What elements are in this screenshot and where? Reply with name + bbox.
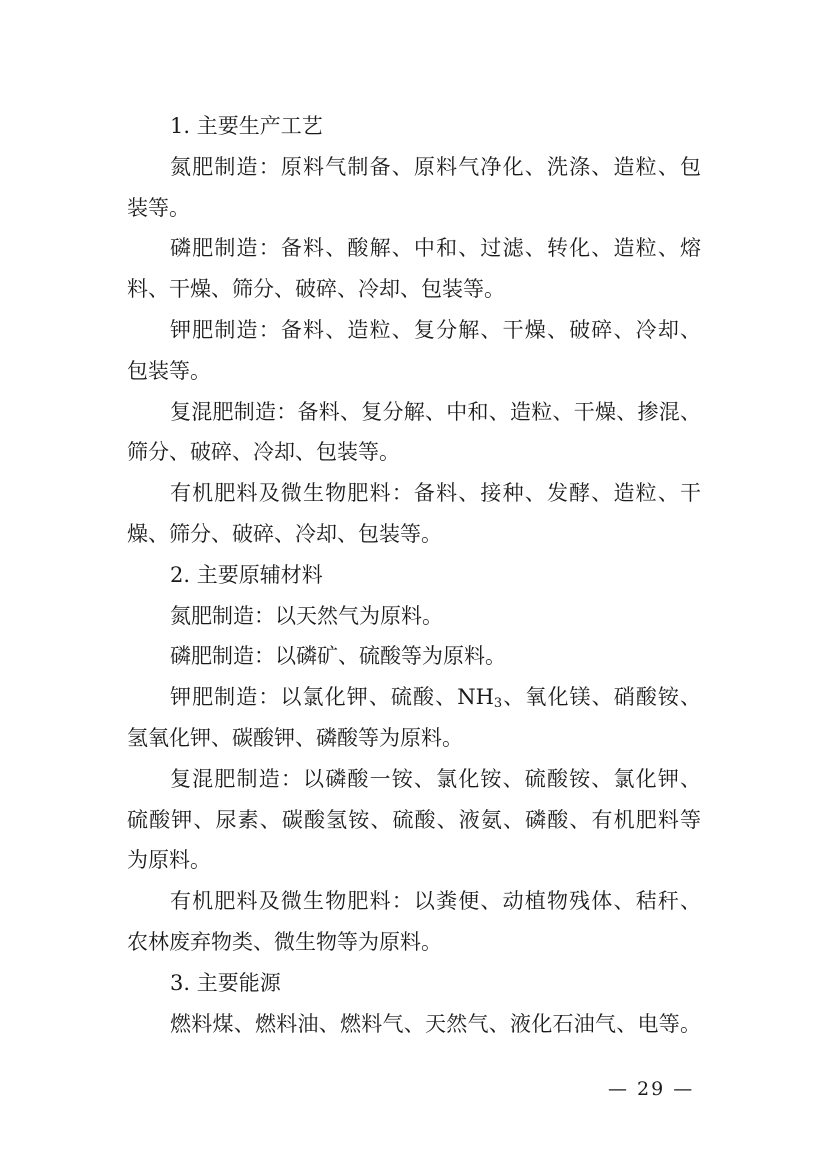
text-line-content: 硫酸钾、尿素、碳酸氢铵、硫酸、液氨、磷酸、有机肥料等 <box>127 807 701 832</box>
text-line-content: 磷肥制造：备料、酸解、中和、过滤、转化、造粒、熔 <box>170 236 701 261</box>
text-line-content: 3. 主要能源 <box>170 970 281 995</box>
text-line <box>127 310 701 351</box>
text-line <box>127 147 701 188</box>
text-line-content: 农林废弃物类、微生物等为原料。 <box>127 929 442 954</box>
text-line-content: 料、干燥、筛分、破碎、冷却、包装等。 <box>127 277 505 302</box>
text-line <box>127 840 701 881</box>
text-line <box>127 473 701 514</box>
text-line <box>127 718 701 759</box>
text-line <box>127 1004 701 1045</box>
text-line-content: 有机肥料及微生物肥料：以粪便、动植物残体、秸秆、 <box>170 889 701 914</box>
text-line <box>127 392 701 433</box>
text-line <box>127 555 701 596</box>
text-line-content: 燃料煤、燃料油、燃料气、天然气、液化石油气、电等。 <box>170 1011 701 1036</box>
text-line <box>127 800 701 841</box>
text-line-content: 装等。 <box>127 195 190 220</box>
document-body <box>127 106 701 1044</box>
text-line-content: 复混肥制造：以磷酸一铵、氯化铵、硫酸铵、氯化钾、 <box>170 766 701 791</box>
text-line <box>127 881 701 922</box>
text-line <box>127 636 701 677</box>
text-line-content: 氢氧化钾、碳酸钾、磷酸等为原料。 <box>127 725 463 750</box>
text-line <box>127 922 701 963</box>
text-line <box>127 106 701 147</box>
text-line-content: 筛分、破碎、冷却、包装等。 <box>127 440 400 465</box>
subscript: 3 <box>493 696 503 712</box>
text-line-content: 钾肥制造：备料、造粒、复分解、干燥、破碎、冷却、 <box>170 317 701 342</box>
text-line-content: 有机肥料及微生物肥料：备料、接种、发酵、造粒、干 <box>170 481 701 506</box>
text-line-content: 2. 主要原辅材料 <box>170 562 323 587</box>
text-line <box>127 351 701 392</box>
text-line <box>127 759 701 800</box>
text-line <box>127 963 701 1004</box>
text-line <box>127 188 701 229</box>
text-line-content: 氮肥制造：原料气制备、原料气净化、洗涤、造粒、包 <box>170 154 701 179</box>
text-line-content: 燥、筛分、破碎、冷却、包装等。 <box>127 521 442 546</box>
text-line-content: 为原料。 <box>127 848 211 873</box>
text-line-content: 钾肥制造：以氯化钾、硫酸、$NH_3$、氧化镁、硝酸铵、 <box>170 685 702 712</box>
text-line <box>127 596 701 637</box>
text-line-content: 磷肥制造：以磷矿、硫酸等为原料。 <box>170 644 506 669</box>
text-line-content: 复混肥制造：备料、复分解、中和、造粒、干燥、掺混、 <box>170 399 701 424</box>
text-line <box>127 677 701 718</box>
text-line-content: 氮肥制造：以天然气为原料。 <box>170 603 443 628</box>
text-line-content: 1. 主要生产工艺 <box>170 114 323 138</box>
page-number: — 29 — <box>608 1078 695 1100</box>
text-line-content: 包装等。 <box>127 358 211 383</box>
text-line <box>127 514 701 555</box>
text-line <box>127 269 701 310</box>
text-line <box>127 228 701 269</box>
text-line <box>127 432 701 473</box>
